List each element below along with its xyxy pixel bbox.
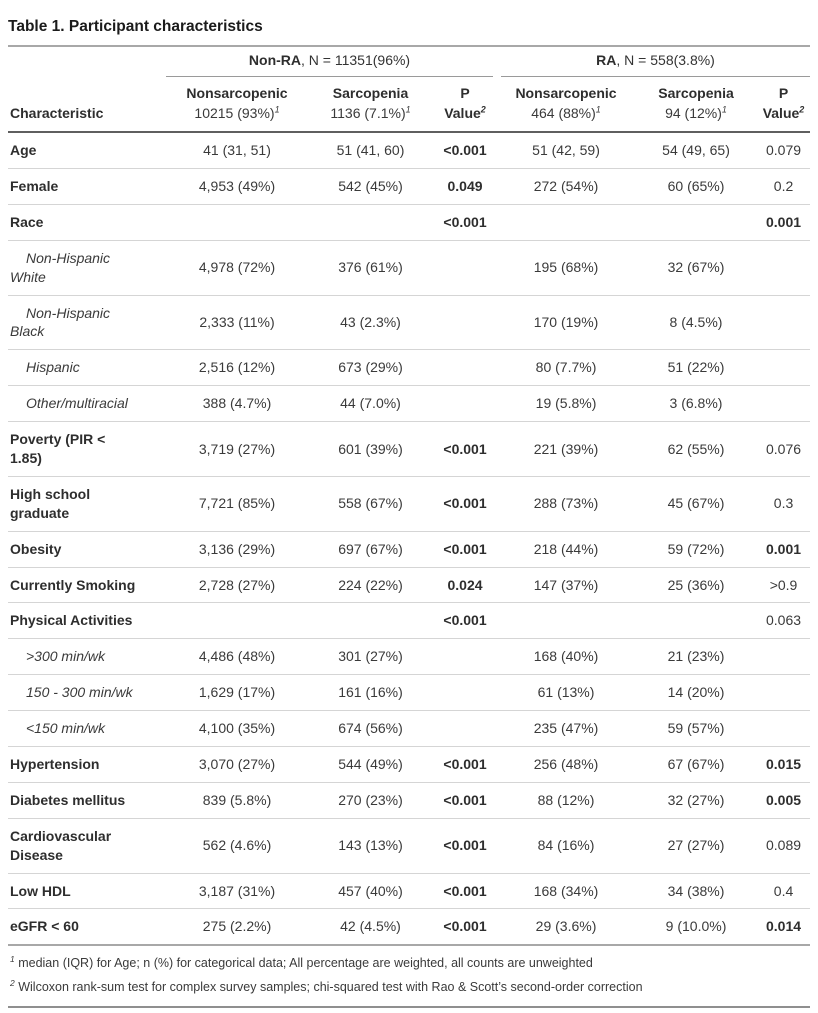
cell-nonra-nonsarcopenic: 2,728 (27%) xyxy=(166,567,308,603)
cell-ra-sarcopenia: 32 (67%) xyxy=(635,240,757,295)
cell-nonra-sarcopenia: 674 (56%) xyxy=(308,711,433,747)
cell-ra-pvalue: 0.005 xyxy=(757,782,810,818)
table-row xyxy=(8,531,810,567)
cell-nonra-pvalue xyxy=(433,240,497,295)
cell-nonra-nonsarcopenic: 4,953 (49%) xyxy=(166,168,308,204)
row-label: Cardiovascular Disease xyxy=(8,818,166,873)
cell-nonra-pvalue: <0.001 xyxy=(433,818,497,873)
row-label: High school graduate xyxy=(8,476,166,531)
cell-ra-nonsarcopenic: 256 (48%) xyxy=(497,747,635,783)
table-row xyxy=(8,567,810,603)
cell-nonra-nonsarcopenic: 3,070 (27%) xyxy=(166,747,308,783)
column-header-nonra-sarcopenia: Sarcopenia 1136 (7.1%)$^1$ xyxy=(308,77,433,133)
cell-nonra-pvalue: <0.001 xyxy=(433,132,497,168)
cell-ra-pvalue: 0.089 xyxy=(757,818,810,873)
cell-nonra-nonsarcopenic: 562 (4.6%) xyxy=(166,818,308,873)
spanner-ra xyxy=(497,46,810,77)
footnote-marker: 1 xyxy=(721,104,727,115)
cell-ra-pvalue: 0.079 xyxy=(757,132,810,168)
row-label: Obesity xyxy=(8,531,166,567)
cell-ra-pvalue: 0.063 xyxy=(757,603,810,639)
cell-nonra-sarcopenia: 51 (41, 60) xyxy=(308,132,433,168)
footnotes xyxy=(8,946,810,1008)
cell-nonra-sarcopenia: 42 (4.5%) xyxy=(308,909,433,945)
cell-nonra-nonsarcopenic: 4,486 (48%) xyxy=(166,639,308,675)
spanner-non-ra-group: Non-RA xyxy=(248,52,302,68)
cell-nonra-pvalue: <0.001 xyxy=(433,782,497,818)
cell-ra-sarcopenia: 9 (10.0%) xyxy=(635,909,757,945)
cell-ra-nonsarcopenic: 288 (73%) xyxy=(497,476,635,531)
cell-ra-pvalue xyxy=(757,639,810,675)
cell-ra-pvalue xyxy=(757,675,810,711)
row-label: Non-Hispanic White xyxy=(8,240,166,295)
cell-nonra-sarcopenia xyxy=(308,603,433,639)
cell-ra-pvalue xyxy=(757,240,810,295)
cell-nonra-pvalue: 0.049 xyxy=(433,168,497,204)
cell-ra-nonsarcopenic: 61 (13%) xyxy=(497,675,635,711)
cell-nonra-sarcopenia: 457 (40%) xyxy=(308,873,433,909)
table-row xyxy=(8,168,810,204)
cell-nonra-sarcopenia: 43 (2.3%) xyxy=(308,295,433,350)
table-row xyxy=(8,909,810,945)
cell-ra-sarcopenia: 3 (6.8%) xyxy=(635,386,757,422)
cell-ra-pvalue xyxy=(757,350,810,386)
cell-ra-nonsarcopenic: 221 (39%) xyxy=(497,422,635,477)
table-row xyxy=(8,603,810,639)
cell-nonra-nonsarcopenic: 388 (4.7%) xyxy=(166,386,308,422)
cell-nonra-pvalue: <0.001 xyxy=(433,747,497,783)
cell-nonra-pvalue xyxy=(433,639,497,675)
cell-ra-nonsarcopenic: 195 (68%) xyxy=(497,240,635,295)
column-header-ra-sarcopenia: Sarcopenia 94 (12%)$^1$ xyxy=(635,77,757,133)
cell-ra-nonsarcopenic xyxy=(497,204,635,240)
cell-nonra-sarcopenia: 301 (27%) xyxy=(308,639,433,675)
cell-ra-pvalue: 0.015 xyxy=(757,747,810,783)
footnote-marker: 2 xyxy=(10,977,15,988)
row-label: Non-Hispanic Black xyxy=(8,295,166,350)
cell-ra-sarcopenia: 34 (38%) xyxy=(635,873,757,909)
column-header-nonra-nonsarcopenic: Nonsarcopenic 10215 (93%)$^1$ xyxy=(166,77,308,133)
spanner-non-ra xyxy=(166,46,497,77)
cell-ra-sarcopenia: 25 (36%) xyxy=(635,567,757,603)
cell-nonra-nonsarcopenic: 275 (2.2%) xyxy=(166,909,308,945)
cell-ra-pvalue: >0.9 xyxy=(757,567,810,603)
cell-nonra-nonsarcopenic xyxy=(166,204,308,240)
table-row xyxy=(8,747,810,783)
cell-ra-sarcopenia xyxy=(635,204,757,240)
table-row xyxy=(8,350,810,386)
cell-ra-sarcopenia: 45 (67%) xyxy=(635,476,757,531)
table-title: Table 1. Participant characteristics xyxy=(8,18,263,35)
row-label: >300 min/wk xyxy=(8,639,166,675)
cell-nonra-nonsarcopenic: 3,187 (31%) xyxy=(166,873,308,909)
cell-nonra-pvalue xyxy=(433,295,497,350)
row-label: 150 - 300 min/wk xyxy=(8,675,166,711)
cell-nonra-nonsarcopenic: 3,719 (27%) xyxy=(166,422,308,477)
cell-nonra-sarcopenia: 376 (61%) xyxy=(308,240,433,295)
row-label: eGFR < 60 xyxy=(8,909,166,945)
cell-nonra-sarcopenia: 673 (29%) xyxy=(308,350,433,386)
cell-ra-sarcopenia: 21 (23%) xyxy=(635,639,757,675)
footnote-2: $^2$ Wilcoxon rank-sum test for complex survey samples; chi-squared test with Rao & Scott’s second-order correction xyxy=(10,977,643,994)
cell-nonra-pvalue: <0.001 xyxy=(433,603,497,639)
spanner-ra-group: RA xyxy=(596,52,617,68)
row-label: Hispanic xyxy=(8,350,166,386)
row-label: Age xyxy=(8,132,166,168)
table-row xyxy=(8,132,810,168)
table-row xyxy=(8,639,810,675)
footnote-marker: 1 xyxy=(10,954,15,965)
cell-nonra-sarcopenia: 542 (45%) xyxy=(308,168,433,204)
table-row xyxy=(8,818,810,873)
row-label: Female xyxy=(8,168,166,204)
cell-ra-pvalue: 0.001 xyxy=(757,531,810,567)
footnote-marker: 1 xyxy=(405,104,411,115)
row-label: Hypertension xyxy=(8,747,166,783)
cell-nonra-sarcopenia: 697 (67%) xyxy=(308,531,433,567)
stub-header: Characteristic xyxy=(8,77,166,133)
footnote-marker: 1 xyxy=(274,104,280,115)
table-row xyxy=(8,386,810,422)
spanner-non-ra-n: , N = 11351(96%) xyxy=(301,52,411,68)
spanner-row xyxy=(8,46,810,77)
cell-nonra-pvalue xyxy=(433,711,497,747)
cell-nonra-nonsarcopenic: 2,333 (11%) xyxy=(166,295,308,350)
cell-nonra-pvalue: 0.024 xyxy=(433,567,497,603)
cell-nonra-pvalue: <0.001 xyxy=(433,531,497,567)
cell-nonra-nonsarcopenic: 4,978 (72%) xyxy=(166,240,308,295)
cell-nonra-sarcopenia: 270 (23%) xyxy=(308,782,433,818)
cell-ra-nonsarcopenic: 235 (47%) xyxy=(497,711,635,747)
column-header-row xyxy=(8,77,810,133)
cell-ra-nonsarcopenic: 147 (37%) xyxy=(497,567,635,603)
cell-ra-sarcopenia: 51 (22%) xyxy=(635,350,757,386)
table-row xyxy=(8,873,810,909)
cell-nonra-sarcopenia: 544 (49%) xyxy=(308,747,433,783)
table-row xyxy=(8,782,810,818)
cell-nonra-sarcopenia xyxy=(308,204,433,240)
row-label: Diabetes mellitus xyxy=(8,782,166,818)
row-label: Other/multiracial xyxy=(8,386,166,422)
row-label: Poverty (PIR < 1.85) xyxy=(8,422,166,477)
cell-ra-nonsarcopenic: 19 (5.8%) xyxy=(497,386,635,422)
cell-ra-pvalue xyxy=(757,295,810,350)
cell-nonra-pvalue xyxy=(433,350,497,386)
cell-ra-sarcopenia: 59 (72%) xyxy=(635,531,757,567)
cell-ra-nonsarcopenic: 272 (54%) xyxy=(497,168,635,204)
cell-nonra-sarcopenia: 143 (13%) xyxy=(308,818,433,873)
column-header-nonra-pvalue: P Value$^2$ xyxy=(433,77,497,133)
cell-ra-nonsarcopenic: 84 (16%) xyxy=(497,818,635,873)
cell-ra-nonsarcopenic xyxy=(497,603,635,639)
column-header-ra-nonsarcopenic: Nonsarcopenic 464 (88%)$^1$ xyxy=(497,77,635,133)
cell-nonra-nonsarcopenic: 41 (31, 51) xyxy=(166,132,308,168)
cell-ra-sarcopenia: 14 (20%) xyxy=(635,675,757,711)
cell-ra-nonsarcopenic: 80 (7.7%) xyxy=(497,350,635,386)
cell-ra-nonsarcopenic: 168 (40%) xyxy=(497,639,635,675)
cell-nonra-pvalue: <0.001 xyxy=(433,204,497,240)
cell-nonra-sarcopenia: 161 (16%) xyxy=(308,675,433,711)
footnote-marker: 2 xyxy=(480,104,486,115)
cell-nonra-nonsarcopenic: 839 (5.8%) xyxy=(166,782,308,818)
cell-ra-sarcopenia: 54 (49, 65) xyxy=(635,132,757,168)
table-row xyxy=(8,240,810,295)
cell-ra-pvalue: 0.076 xyxy=(757,422,810,477)
footnote-marker: 1 xyxy=(595,104,601,115)
cell-ra-nonsarcopenic: 168 (34%) xyxy=(497,873,635,909)
table-row xyxy=(8,295,810,350)
cell-ra-pvalue xyxy=(757,711,810,747)
cell-ra-nonsarcopenic: 88 (12%) xyxy=(497,782,635,818)
cell-ra-sarcopenia: 32 (27%) xyxy=(635,782,757,818)
cell-nonra-pvalue: <0.001 xyxy=(433,422,497,477)
cell-nonra-nonsarcopenic: 7,721 (85%) xyxy=(166,476,308,531)
cell-ra-pvalue: 0.3 xyxy=(757,476,810,531)
row-label: Currently Smoking xyxy=(8,567,166,603)
cell-ra-pvalue: 0.4 xyxy=(757,873,810,909)
cell-nonra-pvalue: <0.001 xyxy=(433,476,497,531)
cell-nonra-pvalue: <0.001 xyxy=(433,909,497,945)
row-label: Race xyxy=(8,204,166,240)
cell-ra-pvalue: 0.001 xyxy=(757,204,810,240)
cell-nonra-pvalue: <0.001 xyxy=(433,873,497,909)
cell-nonra-nonsarcopenic: 4,100 (35%) xyxy=(166,711,308,747)
cell-nonra-nonsarcopenic: 1,629 (17%) xyxy=(166,675,308,711)
cell-ra-pvalue: 0.2 xyxy=(757,168,810,204)
table-row xyxy=(8,711,810,747)
table-row xyxy=(8,675,810,711)
table-row xyxy=(8,422,810,477)
participant-characteristics-table xyxy=(8,45,810,946)
cell-nonra-nonsarcopenic: 2,516 (12%) xyxy=(166,350,308,386)
cell-ra-sarcopenia: 62 (55%) xyxy=(635,422,757,477)
cell-nonra-sarcopenia: 601 (39%) xyxy=(308,422,433,477)
cell-nonra-nonsarcopenic: 3,136 (29%) xyxy=(166,531,308,567)
cell-ra-pvalue: 0.014 xyxy=(757,909,810,945)
row-label: Low HDL xyxy=(8,873,166,909)
cell-ra-nonsarcopenic: 29 (3.6%) xyxy=(497,909,635,945)
footnote-marker: 2 xyxy=(799,104,805,115)
cell-ra-sarcopenia xyxy=(635,603,757,639)
cell-ra-nonsarcopenic: 170 (19%) xyxy=(497,295,635,350)
cell-ra-sarcopenia: 67 (67%) xyxy=(635,747,757,783)
cell-ra-nonsarcopenic: 51 (42, 59) xyxy=(497,132,635,168)
cell-ra-nonsarcopenic: 218 (44%) xyxy=(497,531,635,567)
row-label: Physical Activities xyxy=(8,603,166,639)
cell-ra-sarcopenia: 60 (65%) xyxy=(635,168,757,204)
cell-nonra-sarcopenia: 44 (7.0%) xyxy=(308,386,433,422)
cell-ra-sarcopenia: 59 (57%) xyxy=(635,711,757,747)
cell-ra-sarcopenia: 8 (4.5%) xyxy=(635,295,757,350)
table-row xyxy=(8,204,810,240)
row-label: <150 min/wk xyxy=(8,711,166,747)
column-header-ra-pvalue: P Value$^2$ xyxy=(757,77,810,133)
cell-nonra-pvalue xyxy=(433,386,497,422)
footnote-1: $^1$ median (IQR) for Age; n (%) for categorical data; All percentage are weighted, all counts are unweighted xyxy=(10,954,593,971)
cell-ra-pvalue xyxy=(757,386,810,422)
cell-nonra-sarcopenia: 224 (22%) xyxy=(308,567,433,603)
cell-nonra-nonsarcopenic xyxy=(166,603,308,639)
cell-nonra-pvalue xyxy=(433,675,497,711)
cell-ra-sarcopenia: 27 (27%) xyxy=(635,818,757,873)
cell-nonra-sarcopenia: 558 (67%) xyxy=(308,476,433,531)
table-row xyxy=(8,476,810,531)
spanner-ra-n: , N = 558(3.8%) xyxy=(616,52,715,68)
spanner-spacer xyxy=(8,46,166,77)
